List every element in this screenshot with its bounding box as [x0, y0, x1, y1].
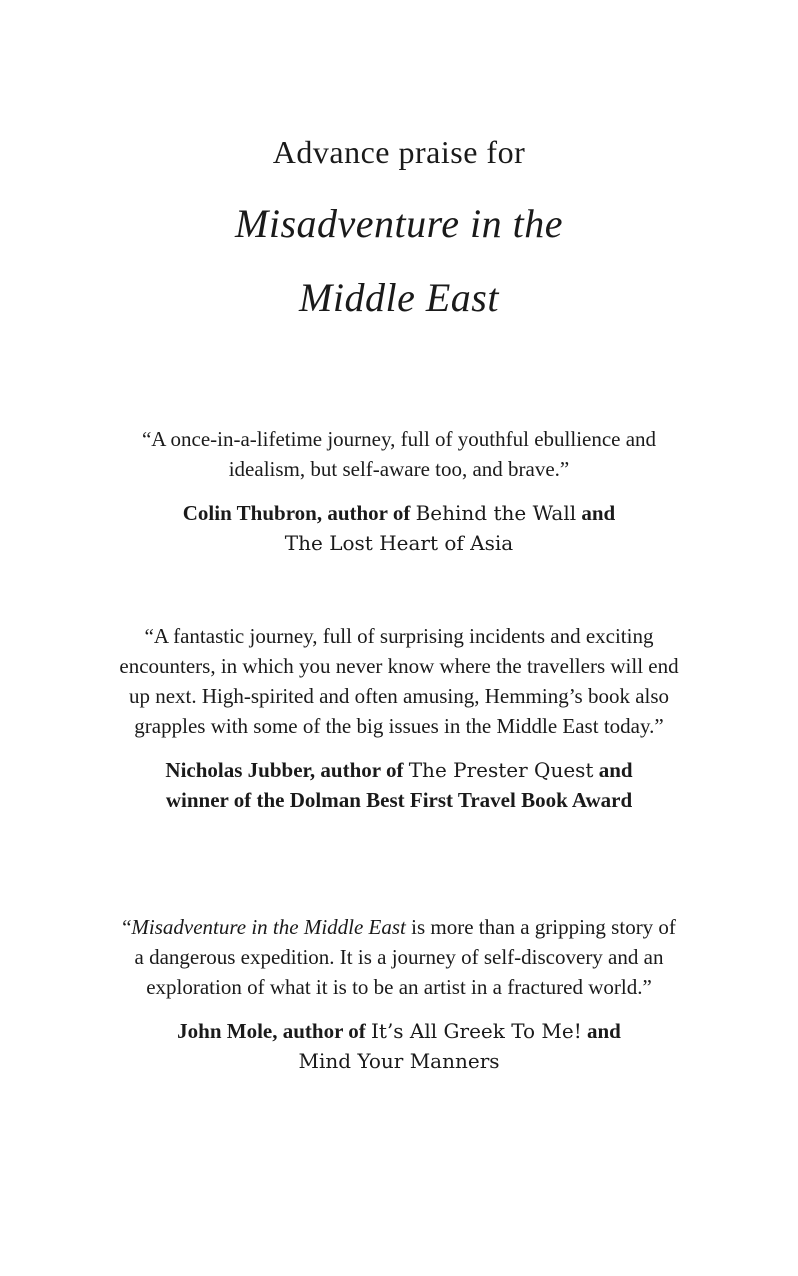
praise-block-mole — [120, 912, 678, 1076]
attribution-book: The Prester Quest — [408, 758, 594, 782]
praise-block-thubron — [120, 424, 678, 558]
attribution-author: Colin Thubron, author of — [182, 501, 411, 525]
attribution-book: Behind the Wall — [415, 501, 577, 525]
attribution-author: John Mole, author of — [177, 1019, 366, 1043]
quote-open-mark: “ — [122, 915, 132, 939]
attribution-book: Mind Your Manners — [298, 1049, 500, 1073]
book-title-line-2: Middle East — [299, 275, 499, 320]
praise-quote: “A fantastic journey, full of surprising incidents and exciting encounters, in which you never know where the travellers will end up next. High-spirited and often amusing, Hemming’s book also grapples with some of the big issues in the Middle East today.” — [119, 624, 679, 738]
praise-attribution — [120, 1016, 678, 1076]
quote-text: is more than a gripping story of a dangerous expedition. It is a journey of self-discovery and an exploration of what it is to be an artist in a fractured world.” — [134, 915, 676, 999]
praise-attribution — [118, 755, 680, 815]
attribution-award: winner of the Dolman Best First Travel Book Award — [165, 788, 633, 812]
praise-quote: “A once-in-a-lifetime journey, full of youthful ebullience and idealism, but self-aware too, and brave.” — [141, 427, 657, 481]
attribution-book: The Lost Heart of Asia — [284, 531, 514, 555]
book-title-line-1: Misadventure in the — [235, 201, 563, 246]
attribution-connector: and — [581, 501, 616, 525]
attribution-author: Nicholas Jubber, author of — [165, 758, 404, 782]
praise-block-jubber — [118, 621, 680, 815]
praise-attribution — [120, 498, 678, 558]
praise-quote — [120, 912, 678, 1002]
attribution-connector: and — [598, 758, 633, 782]
intro-heading: Advance praise for — [272, 134, 526, 170]
attribution-book: It’s All Greek To Me! — [371, 1019, 582, 1043]
attribution-connector: and — [587, 1019, 621, 1043]
quote-book-title: Misadventure in the Middle East — [131, 915, 406, 939]
